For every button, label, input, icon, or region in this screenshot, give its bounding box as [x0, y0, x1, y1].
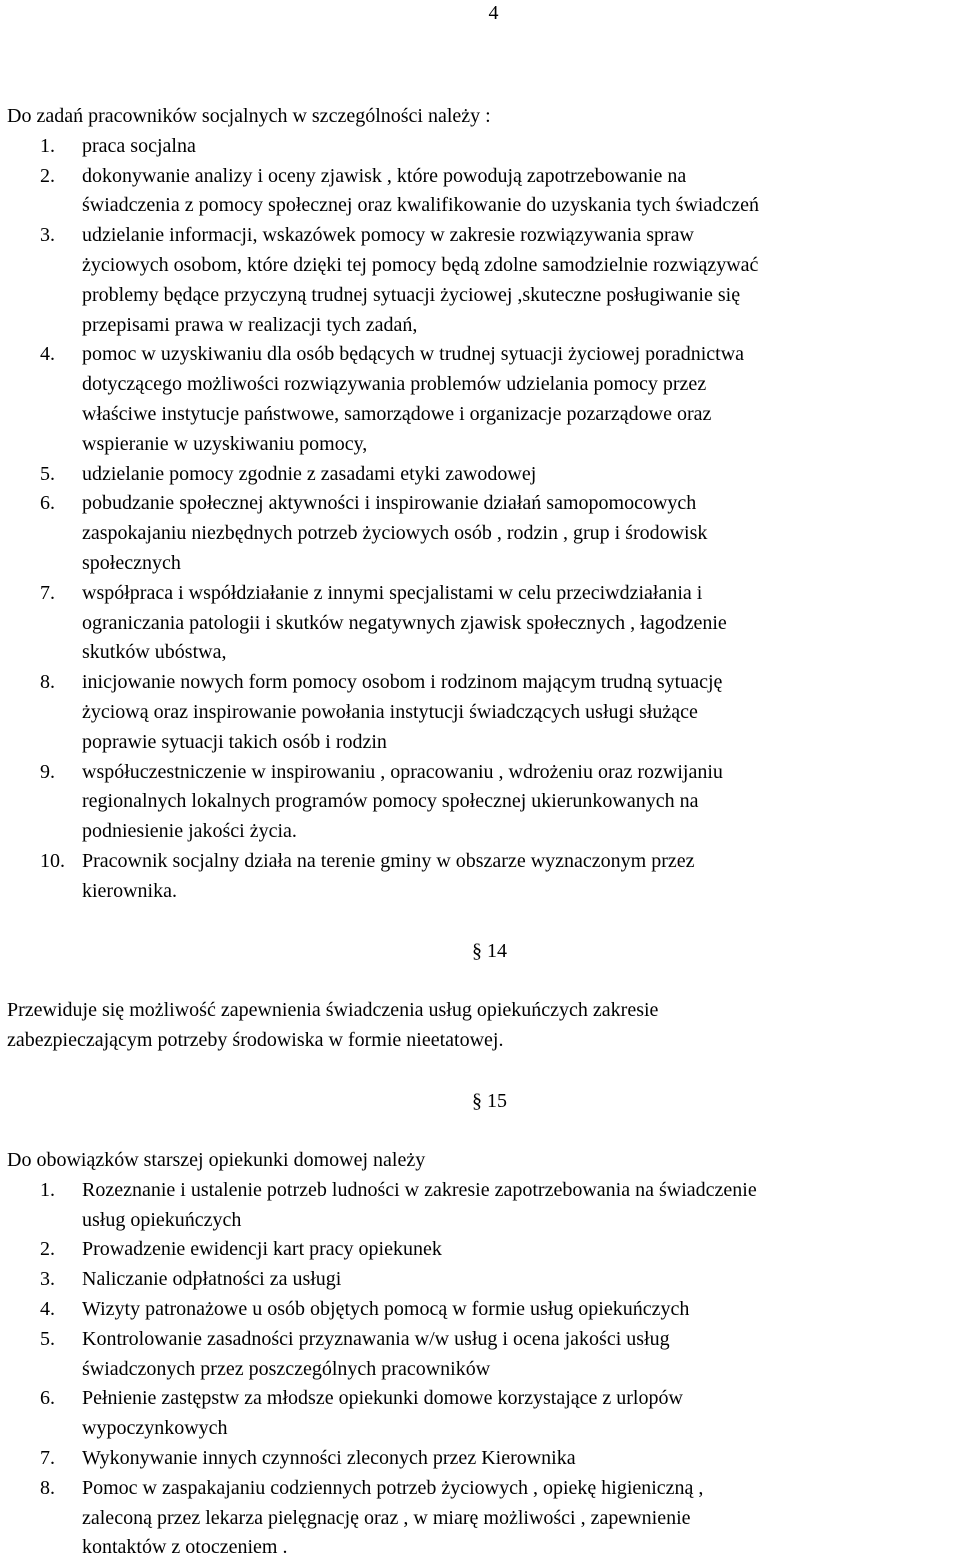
list-item-text-line: podniesienie jakości życia. [82, 820, 297, 843]
list-item-text-line: świadczonych przez poszczególnych pracowników [82, 1357, 491, 1380]
list-item-number: 8. [40, 671, 55, 694]
list-item-text-line: Naliczanie odpłatności za usługi [82, 1268, 342, 1291]
list-item-text-line: Prowadzenie ewidencji kart pracy opiekunek [82, 1238, 442, 1261]
list-item-number: 7. [40, 1446, 55, 1469]
section-14-heading: § 14 [472, 940, 507, 962]
list-item-text-line: dokonywanie analizy i oceny zjawisk , które powodują zapotrzebowanie na [82, 164, 687, 187]
list-item-text-line: udzielanie informacji, wskazówek pomocy w zakresie rozwiązywania spraw [82, 224, 694, 247]
list-item-number: 9. [40, 760, 55, 783]
list-item [7, 340, 956, 459]
list-item-text-line: współpraca i współdziałanie z innymi specjalistami w celu przeciwdziałania i [82, 581, 703, 604]
section-14-body [7, 996, 956, 1056]
list-item-text-line: kontaktów z otoczeniem . [82, 1536, 288, 1559]
duties-list [7, 132, 956, 907]
list-item-text-line: świadczenia z pomocy społecznej oraz kwalifikowanie do uzyskania tych świadczeń [82, 194, 759, 217]
list-item-number: 5. [40, 1327, 55, 1350]
list-item-number: 4. [40, 1297, 55, 1320]
page-number: 4 [488, 2, 499, 24]
list-item [7, 1235, 956, 1265]
list-item-text-line: zaspokajaniu niezbędnych potrzeb życiowych osób , rodzin , grup i środowisk [82, 522, 708, 545]
paragraph-line: zabezpieczającym potrzeby środowiska w formie nieetatowej. [7, 1028, 504, 1051]
list-item-text-line: życiową oraz inspirowanie powołania instytucji świadczących usługi służące [82, 700, 698, 723]
list-item-text-line: kierownika. [82, 879, 177, 902]
list-item-text-line: pobudzanie społecznej aktywności i inspirowanie działań samopomocowych [82, 492, 697, 515]
section-15-heading: § 15 [472, 1090, 507, 1112]
section-14-paragraph [7, 996, 956, 1056]
list-item [7, 1384, 956, 1444]
list-item [7, 1265, 956, 1295]
paragraph-line: Przewiduje się możliwość zapewnienia świadczenia usług opiekuńczych zakresie [7, 999, 659, 1021]
list-item-text-line: ograniczania patologii i skutków negatywnych zjawisk społecznych , łagodzenie [82, 611, 727, 634]
list-item-text-line: zaleconą przez lekarza pielęgnację oraz , w miarę możliwości , zapewnienie [82, 1506, 691, 1529]
caregiver-duties-list [7, 1176, 956, 1563]
list-item-text-line: Pełnienie zastępstw za młodsze opiekunki domowe korzystające z urlopów [82, 1387, 683, 1410]
list-item-number: 7. [40, 581, 55, 604]
list-item [7, 221, 956, 340]
list-item [7, 489, 956, 578]
list-item [7, 1325, 956, 1385]
section-15-body [7, 1146, 956, 1563]
list-item [7, 668, 956, 757]
list-item-text-line: Pomoc w zaspakajaniu codziennych potrzeb życiowych , opiekę higieniczną , [82, 1476, 704, 1499]
list-item-text-line: Pracownik socjalny działa na terenie gminy w obszarze wyznaczonym przez [82, 849, 695, 872]
list-item-text-line: skutków ubóstwa, [82, 641, 227, 664]
social-workers-duties-section [7, 102, 956, 907]
duties-intro: Do zadań pracowników socjalnych w szczególności należy : [7, 105, 491, 127]
list-item [7, 579, 956, 668]
list-item [7, 132, 956, 162]
list-item-number: 3. [40, 224, 55, 247]
section-15-intro: Do obowiązków starszej opiekunki domowej należy [7, 1149, 426, 1171]
list-item-number: 3. [40, 1268, 55, 1291]
list-item [7, 162, 956, 222]
list-item-text-line: usług opiekuńczych [82, 1208, 242, 1231]
list-item-text-line: regionalnych lokalnych programów pomocy społecznej ukierunkowanych na [82, 790, 699, 813]
list-item-text-line: Rozeznanie i ustalenie potrzeb ludności w zakresie zapotrzebowania na świadczenie [82, 1178, 757, 1201]
list-item-text-line: problemy będące przyczyną trudnej sytuacji życiowej ,skuteczne posługiwanie się [82, 283, 741, 306]
list-item-text-line: inicjowanie nowych form pomocy osobom i rodzinom mającym trudną sytuację [82, 671, 723, 694]
list-item [7, 847, 956, 907]
list-item-number: 8. [40, 1476, 55, 1499]
list-item-text-line: udzielanie pomocy zgodnie z zasadami etyki zawodowej [82, 462, 537, 485]
list-item-text-line: poprawie sytuacji takich osób i rodzin [82, 730, 387, 753]
list-item-text-line: przepisami prawa w realizacji tych zadań, [82, 313, 418, 336]
list-item-number: 1. [40, 134, 55, 157]
list-item-number: 1. [40, 1178, 55, 1201]
list-item-text-line: Wizyty patronażowe u osób objętych pomocą w formie usług opiekuńczych [82, 1297, 690, 1320]
list-item-text-line: współuczestniczenie w inspirowaniu , opracowaniu , wdrożeniu oraz rozwijaniu [82, 760, 723, 783]
list-item-number: 2. [40, 164, 55, 187]
list-item-text-line: praca socjalna [82, 134, 196, 157]
list-item-number: 5. [40, 462, 55, 485]
list-item-text-line: wypoczynkowych [82, 1417, 228, 1440]
list-item-text-line: Kontrolowanie zasadności przyznawania w/w usług i ocena jakości usług [82, 1327, 670, 1350]
list-item [7, 460, 956, 490]
list-item-text-line: społecznych [82, 551, 181, 574]
list-item [7, 1444, 956, 1474]
list-item-text-line: wspieranie w uzyskiwaniu pomocy, [82, 432, 368, 455]
list-item-text-line: właściwe instytucje państwowe, samorządowe i organizacje pozarządowe oraz [82, 402, 712, 425]
list-item-number: 6. [40, 1387, 55, 1410]
list-item-text-line: życiowych osobom, które dzięki tej pomocy będą zdolne samodzielnie rozwiązywać [82, 253, 759, 276]
list-item [7, 1295, 956, 1325]
list-item-number: 4. [40, 343, 55, 366]
list-item-number: 10. [40, 849, 65, 872]
list-item [7, 1176, 956, 1236]
list-item-text-line: Wykonywanie innych czynności zleconych przez Kierownika [82, 1446, 576, 1469]
list-item [7, 758, 956, 847]
list-item-number: 6. [40, 492, 55, 515]
list-item-number: 2. [40, 1238, 55, 1261]
list-item-text-line: pomoc w uzyskiwaniu dla osób będących w trudnej sytuacji życiowej poradnictwa [82, 343, 745, 366]
list-item-text-line: dotyczącego możliwości rozwiązywania problemów udzielania pomocy przez [82, 373, 707, 396]
list-item [7, 1474, 956, 1563]
